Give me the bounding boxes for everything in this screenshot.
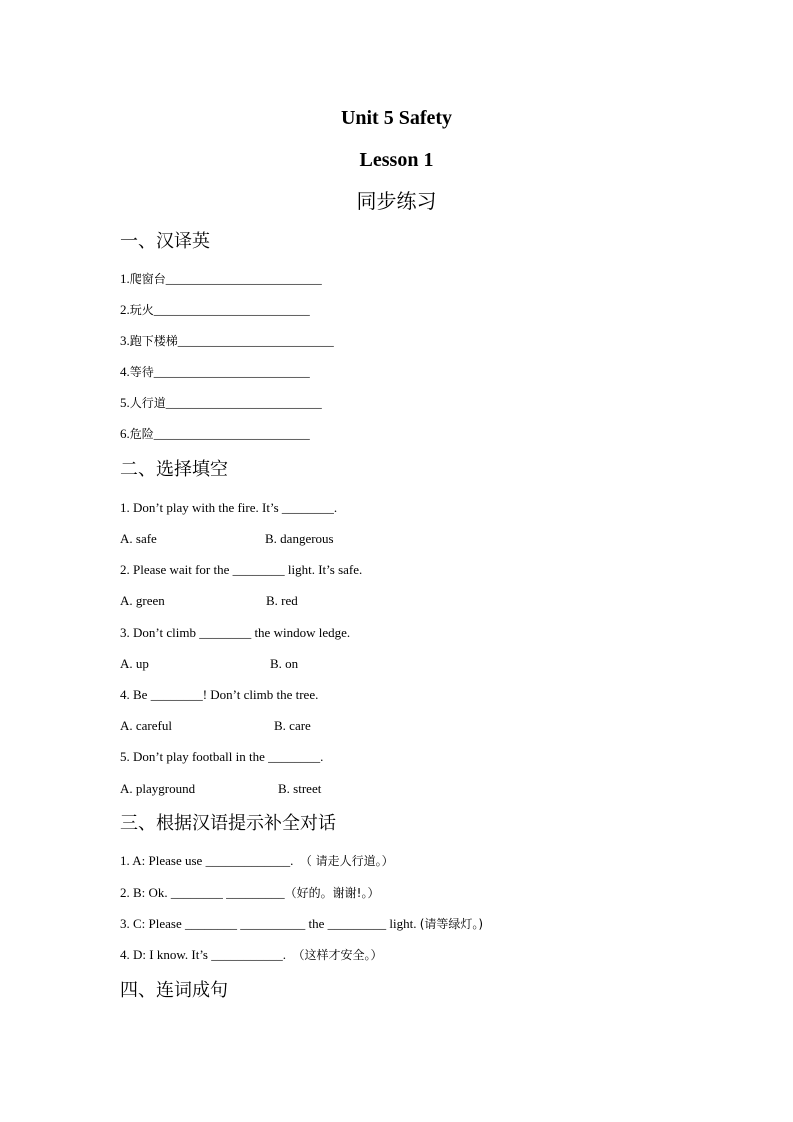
- dialogue-line-3: [120, 916, 483, 932]
- answer-blank: ________________________: [177, 333, 334, 348]
- item-number: 3.: [120, 333, 130, 348]
- section-1-heading: 一、汉译英: [120, 231, 210, 252]
- choice-question-2: 2. Please wait for the ________ light. It’s safe.: [120, 562, 363, 577]
- translation-item-3: [120, 333, 334, 349]
- dialogue-line-1: [120, 853, 394, 869]
- item-chinese: 玩火: [129, 303, 154, 317]
- choice-question-4: 4. Be ________! Don’t climb the tree.: [120, 687, 319, 702]
- answer-blank: ________________________: [165, 271, 322, 286]
- subtitle: 同步练习: [356, 189, 437, 213]
- item-chinese: 爬窗台: [129, 272, 166, 286]
- translation-item-1: [120, 271, 322, 287]
- dialogue-hint: (请等绿灯。): [419, 917, 484, 931]
- dialogue-hint: （好的。谢谢!。）: [284, 886, 380, 900]
- dialogue-english: 4. D: I know. It’s ___________.: [120, 947, 293, 962]
- translation-item-5: [120, 395, 322, 411]
- option-a: A. green: [120, 593, 165, 608]
- section-4-heading: 四、连词成句: [120, 980, 228, 1001]
- item-number: 2.: [120, 302, 130, 317]
- option-a: A. careful: [120, 718, 172, 733]
- option-b: B. on: [270, 656, 299, 671]
- dialogue-english: 1. A: Please use _____________.: [120, 853, 300, 868]
- option-b: B. care: [274, 718, 311, 733]
- choice-question-3: 3. Don’t climb ________ the window ledge.: [120, 625, 351, 640]
- translation-item-6: [120, 426, 310, 442]
- option-b: B. street: [278, 781, 322, 796]
- item-chinese: 人行道: [129, 396, 166, 410]
- dialogue-line-4: [120, 947, 383, 963]
- dialogue-hint: （ 请走人行道。）: [299, 854, 394, 868]
- item-number: 4.: [120, 364, 130, 379]
- answer-blank: ________________________: [165, 395, 322, 410]
- item-number: 1.: [120, 271, 130, 286]
- answer-blank: ________________________: [153, 302, 310, 317]
- answer-blank: ________________________: [153, 364, 310, 379]
- dialogue-english: 2. B: Ok. ________ _________: [120, 885, 285, 900]
- item-number: 6.: [120, 426, 130, 441]
- item-chinese: 危险: [129, 427, 154, 441]
- option-a: A. safe: [120, 531, 157, 546]
- section-2-heading: 二、选择填空: [120, 459, 228, 480]
- translation-item-4: [120, 364, 310, 380]
- option-b: B. red: [266, 593, 298, 608]
- answer-blank: ________________________: [153, 426, 310, 441]
- dialogue-english: 3. C: Please ________ __________ the _________ light.: [120, 916, 420, 931]
- section-3-heading: 三、根据汉语提示补全对话: [120, 813, 336, 834]
- option-a: A. playground: [120, 781, 196, 796]
- item-chinese: 等待: [129, 365, 154, 379]
- dialogue-hint: （这样才安全。）: [292, 948, 383, 962]
- option-a: A. up: [120, 656, 149, 671]
- item-chinese: 跑下楼梯: [129, 334, 178, 348]
- choice-question-5: 5. Don’t play football in the ________.: [120, 749, 324, 764]
- item-number: 5.: [120, 395, 130, 410]
- choice-question-1: 1. Don’t play with the fire. It’s ________.: [120, 500, 338, 515]
- unit-title: Unit 5 Safety: [340, 107, 453, 129]
- lesson-title: Lesson 1: [359, 149, 434, 171]
- translation-item-2: [120, 302, 310, 318]
- option-b: B. dangerous: [265, 531, 334, 546]
- dialogue-line-2: [120, 885, 379, 901]
